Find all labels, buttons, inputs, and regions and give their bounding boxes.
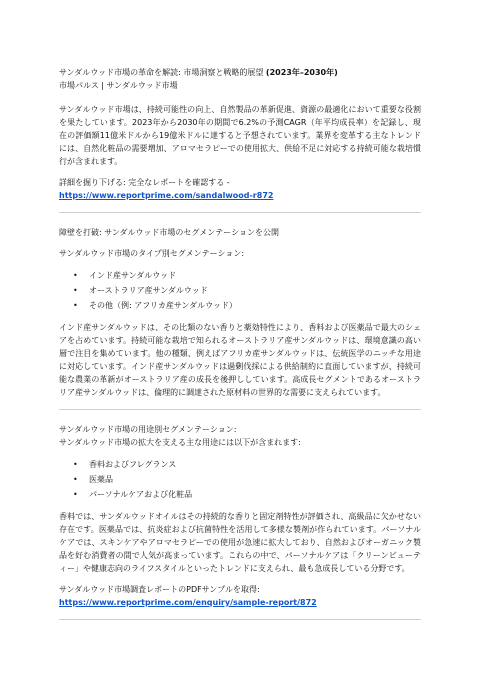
application-list xyxy=(59,457,421,502)
title-text: サンダルウッド市場の革命を解読: 市場洞察と戦略的展望 xyxy=(59,68,266,77)
type-list xyxy=(59,268,421,313)
sample-line xyxy=(59,596,421,609)
divider xyxy=(59,619,421,620)
page-title xyxy=(59,66,421,79)
list-item: • オーストラリア産サンダルウッド xyxy=(59,283,421,298)
type-heading: サンダルウッド市場のタイプ別セグメンテーション: xyxy=(59,249,245,258)
list-item: • 香料およびフレグランス xyxy=(59,457,421,472)
page-subtitle: 市場パルス | サンダルウッド市場 xyxy=(59,81,178,90)
sample-label: サンダルウッド市場調査レポートのPDFサンプルを取得: xyxy=(59,585,260,594)
document-page xyxy=(59,66,421,633)
list-item: • パーソナルケアおよび化粧品 xyxy=(59,487,421,502)
list-item: • その他（例: アフリカ産サンダルウッド） xyxy=(59,298,421,313)
type-paragraph: インド産サンダルウッドは、その比類のない香りと薬効特性により、香料および医薬品で最大のシェアを占めています。持続可能な栽培で知られるオーストラリア産サンダルウッドは、環境意識の高い層で注目を集めています。他の種類、例えばアフリカ産サンダルウッドは、伝統医学のニッチな用途に対応しています。インド産サンダルウッドは過剰伐採による供給制約に直面していますが、持続可能な農業の革新がオーストラリア産の成長を後押ししています。高成長セグメントであるオーストラリア産サンダルウッドは、倫理的に調達された原材料の世界的な需要に支えられています。 xyxy=(59,323,421,397)
application-subheading: サンダルウッド市場の拡大を支える主な用途には以下が含まれます: xyxy=(59,438,301,447)
application-paragraph: 香料では、サンダルウッドオイルはその持続的な香りと固定剤特性が評価され、高級品に欠かせない存在です。医薬品では、抗炎症および抗菌特性を活用して多様な製剤が作られています。パーソナルケアでは、スキンケアやアロマセラピーでの使用が急速に拡大しており、自然およびオーガニック製品を好む消費者の間で人気が高まっています。これらの中で、パーソナルケアは「クリーンビューティー」や健康志向のライフスタイルといったトレンドに支えられ、最も急成長している分野です。 xyxy=(59,512,421,573)
details-link[interactable]: https://www.reportprime.com/sandalwood-r872 xyxy=(59,191,274,200)
details-label: 詳細を掘り下げる: 完全なレポートを確認する - xyxy=(59,178,230,187)
divider xyxy=(59,212,421,213)
sample-link[interactable]: https://www.reportprime.com/enquiry/sample-report/872 xyxy=(59,598,317,607)
divider xyxy=(59,409,421,410)
details-line xyxy=(59,176,421,202)
list-item: • 医薬品 xyxy=(59,472,421,487)
application-heading: サンダルウッド市場の用途別セグメンテーション: xyxy=(59,425,237,434)
intro-paragraph: サンダルウッド市場は、持続可能性の向上、自然製品の革新促進、資源の最適化において重要な役割を果たしています。2023年から2030年の期間で6.2%の予測CAGR（年平均成長率）を記録し、現在の評価額11億米ドルから19億米ドルに達すると予想されています。業界を変革する主なトレンドには、自然化粧品の需要増加、アロマセラピーでの使用拡大、供給不足に対応する持続可能な栽培慣行が含まれます。 xyxy=(59,105,421,166)
segmentation-heading: 障壁を打破: サンダルウッド市場のセグメンテーションを公開 xyxy=(59,228,279,237)
title-years: (2023年–2030年) xyxy=(265,68,338,77)
list-item: • インド産サンダルウッド xyxy=(59,268,421,283)
